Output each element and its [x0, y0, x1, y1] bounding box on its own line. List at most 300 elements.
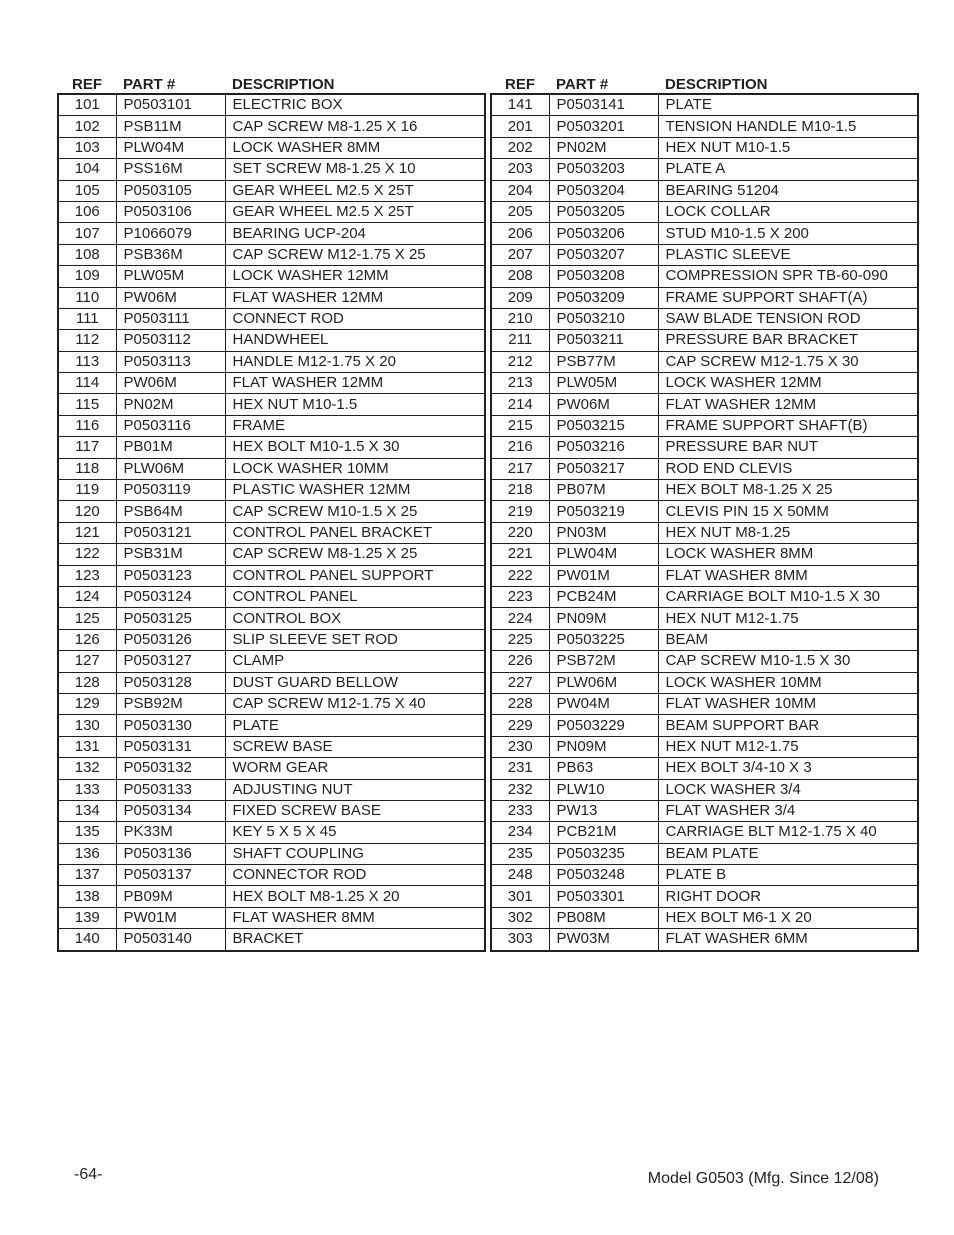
part-number-cell: PN09M [549, 608, 658, 629]
ref-cell: 108 [58, 244, 116, 265]
description-cell: PLASTIC SLEEVE [658, 244, 918, 265]
ref-cell: 235 [491, 843, 549, 864]
part-number-cell: PN09M [549, 736, 658, 757]
description-cell: STUD M10-1.5 X 200 [658, 223, 918, 244]
table-row [58, 373, 485, 394]
ref-cell: 225 [491, 629, 549, 650]
table-row [58, 394, 485, 415]
ref-cell: 234 [491, 822, 549, 843]
table-row [491, 715, 918, 736]
part-number-cell: PW06M [116, 373, 225, 394]
part-number-cell: PW01M [549, 565, 658, 586]
description-cell: HANDWHEEL [225, 330, 485, 351]
description-cell: HEX NUT M10-1.5 [658, 137, 918, 158]
table-row [58, 907, 485, 928]
table-row [58, 865, 485, 886]
part-number-cell: PSB92M [116, 693, 225, 714]
ref-cell: 123 [58, 565, 116, 586]
part-number-cell: P0503116 [116, 415, 225, 436]
table-row [491, 330, 918, 351]
description-cell: HEX NUT M12-1.75 [658, 608, 918, 629]
ref-cell: 220 [491, 522, 549, 543]
description-cell: HEX NUT M8-1.25 [658, 522, 918, 543]
part-number-cell: P0503106 [116, 201, 225, 222]
part-number-cell: P0503124 [116, 586, 225, 607]
ref-cell: 141 [491, 94, 549, 116]
ref-cell: 215 [491, 415, 549, 436]
description-cell: LOCK WASHER 12MM [658, 373, 918, 394]
description-cell: HANDLE M12-1.75 X 20 [225, 351, 485, 372]
table-row [491, 651, 918, 672]
table-row [491, 94, 918, 116]
description-cell: BEARING UCP-204 [225, 223, 485, 244]
part-number-cell: P0503137 [116, 865, 225, 886]
description-cell: CAP SCREW M10-1.5 X 30 [658, 651, 918, 672]
ref-cell: 126 [58, 629, 116, 650]
description-cell: PLATE A [658, 159, 918, 180]
description-cell: FRAME SUPPORT SHAFT(B) [658, 415, 918, 436]
ref-cell: 120 [58, 501, 116, 522]
ref-cell: 109 [58, 266, 116, 287]
ref-cell: 115 [58, 394, 116, 415]
ref-cell: 301 [491, 886, 549, 907]
table-row [58, 287, 485, 308]
description-cell: ROD END CLEVIS [658, 458, 918, 479]
ref-cell: 219 [491, 501, 549, 522]
ref-cell: 121 [58, 522, 116, 543]
table-row [491, 201, 918, 222]
description-cell: LOCK WASHER 8MM [658, 544, 918, 565]
table-row [58, 244, 485, 265]
part-number-cell: P0503207 [549, 244, 658, 265]
description-cell: CONTROL PANEL BRACKET [225, 522, 485, 543]
description-cell: PLASTIC WASHER 12MM [225, 480, 485, 501]
ref-cell: 127 [58, 651, 116, 672]
description-cell: PRESSURE BAR BRACKET [658, 330, 918, 351]
table-row [491, 586, 918, 607]
table-header-row [491, 73, 918, 94]
table-row [491, 736, 918, 757]
table-row [491, 629, 918, 650]
part-number-cell: P0503121 [116, 522, 225, 543]
ref-cell: 214 [491, 394, 549, 415]
description-cell: HEX NUT M10-1.5 [225, 394, 485, 415]
description-cell: CLEVIS PIN 15 X 50MM [658, 501, 918, 522]
description-cell: DUST GUARD BELLOW [225, 672, 485, 693]
ref-cell: 140 [58, 929, 116, 951]
ref-cell: 224 [491, 608, 549, 629]
ref-cell: 106 [58, 201, 116, 222]
part-number-cell: P0503127 [116, 651, 225, 672]
description-cell: TENSION HANDLE M10-1.5 [658, 116, 918, 137]
table-row [491, 415, 918, 436]
ref-cell: 227 [491, 672, 549, 693]
ref-cell: 111 [58, 308, 116, 329]
part-number-cell: PSB64M [116, 501, 225, 522]
part-number-cell: PW13 [549, 800, 658, 821]
ref-cell: 107 [58, 223, 116, 244]
ref-cell: 117 [58, 437, 116, 458]
table-row [491, 544, 918, 565]
ref-cell: 211 [491, 330, 549, 351]
table-row [58, 822, 485, 843]
description-cell: FLAT WASHER 8MM [225, 907, 485, 928]
part-number-cell: P0503101 [116, 94, 225, 116]
description-cell: SLIP SLEEVE SET ROD [225, 629, 485, 650]
part-number-cell: P0503205 [549, 201, 658, 222]
table-row [58, 886, 485, 907]
parts-table-left [57, 73, 486, 952]
table-row [58, 672, 485, 693]
ref-cell: 112 [58, 330, 116, 351]
description-cell: HEX BOLT M8-1.25 X 20 [225, 886, 485, 907]
description-cell: CONNECT ROD [225, 308, 485, 329]
description-header: DESCRIPTION [232, 76, 335, 93]
table-row [491, 373, 918, 394]
description-cell: LOCK WASHER 8MM [225, 137, 485, 158]
table-row [58, 586, 485, 607]
part-number-cell: PLW06M [116, 458, 225, 479]
part-header: PART # [556, 76, 609, 93]
description-cell: SET SCREW M8-1.25 X 10 [225, 159, 485, 180]
part-number-cell: PLW04M [116, 137, 225, 158]
part-number-cell: P0503131 [116, 736, 225, 757]
part-number-cell: P0503216 [549, 437, 658, 458]
part-number-cell: PSS16M [116, 159, 225, 180]
ref-cell: 131 [58, 736, 116, 757]
description-cell: CONTROL BOX [225, 608, 485, 629]
description-cell: SAW BLADE TENSION ROD [658, 308, 918, 329]
ref-cell: 138 [58, 886, 116, 907]
part-number-cell: P0503134 [116, 800, 225, 821]
ref-cell: 226 [491, 651, 549, 672]
table-row [58, 843, 485, 864]
table-row [58, 736, 485, 757]
ref-cell: 201 [491, 116, 549, 137]
ref-cell: 303 [491, 929, 549, 951]
part-number-cell: PLW05M [549, 373, 658, 394]
part-number-cell: P0503113 [116, 351, 225, 372]
description-cell: KEY 5 X 5 X 45 [225, 822, 485, 843]
part-number-cell: P0503209 [549, 287, 658, 308]
description-cell: PLATE [658, 94, 918, 116]
description-cell: BEAM [658, 629, 918, 650]
ref-cell: 232 [491, 779, 549, 800]
ref-cell: 205 [491, 201, 549, 222]
ref-cell: 137 [58, 865, 116, 886]
description-cell: FLAT WASHER 12MM [225, 373, 485, 394]
ref-cell: 230 [491, 736, 549, 757]
table-row [58, 415, 485, 436]
description-cell: CONTROL PANEL SUPPORT [225, 565, 485, 586]
part-number-cell: PSB11M [116, 116, 225, 137]
part-number-cell: P0503126 [116, 629, 225, 650]
ref-cell: 130 [58, 715, 116, 736]
table-row [58, 116, 485, 137]
part-number-cell: PN02M [116, 394, 225, 415]
part-number-cell: P0503112 [116, 330, 225, 351]
table-row [58, 629, 485, 650]
ref-cell: 110 [58, 287, 116, 308]
table-row [58, 608, 485, 629]
ref-cell: 118 [58, 458, 116, 479]
table-row [58, 565, 485, 586]
ref-cell: 105 [58, 180, 116, 201]
description-cell: ADJUSTING NUT [225, 779, 485, 800]
part-number-cell: PN02M [549, 137, 658, 158]
part-number-cell: P1066079 [116, 223, 225, 244]
ref-cell: 202 [491, 137, 549, 158]
description-cell: PRESSURE BAR NUT [658, 437, 918, 458]
ref-cell: 135 [58, 822, 116, 843]
description-cell: LOCK WASHER 12MM [225, 266, 485, 287]
part-number-cell: P0503130 [116, 715, 225, 736]
ref-cell: 104 [58, 159, 116, 180]
table-row [58, 94, 485, 116]
ref-cell: 133 [58, 779, 116, 800]
ref-cell: 113 [58, 351, 116, 372]
description-cell: COMPRESSION SPR TB-60-090 [658, 266, 918, 287]
description-cell: HEX NUT M12-1.75 [658, 736, 918, 757]
description-cell: CAP SCREW M12-1.75 X 30 [658, 351, 918, 372]
ref-cell: 217 [491, 458, 549, 479]
description-cell: FLAT WASHER 3/4 [658, 800, 918, 821]
part-number-cell: P0503301 [549, 886, 658, 907]
part-number-cell: P0503217 [549, 458, 658, 479]
description-cell: CAP SCREW M10-1.5 X 25 [225, 501, 485, 522]
part-number-cell: P0503128 [116, 672, 225, 693]
ref-cell: 212 [491, 351, 549, 372]
part-number-cell: PW06M [116, 287, 225, 308]
part-number-cell: P0503125 [116, 608, 225, 629]
ref-cell: 102 [58, 116, 116, 137]
table-row [491, 907, 918, 928]
part-number-cell: PW06M [549, 394, 658, 415]
table-row [58, 180, 485, 201]
ref-cell: 222 [491, 565, 549, 586]
table-row [58, 330, 485, 351]
part-number-cell: PW03M [549, 929, 658, 951]
description-cell: FLAT WASHER 10MM [658, 693, 918, 714]
table-row [58, 308, 485, 329]
part-number-cell: PK33M [116, 822, 225, 843]
ref-cell: 210 [491, 308, 549, 329]
table-row [58, 929, 485, 951]
part-number-cell: P0503248 [549, 865, 658, 886]
description-cell: CLAMP [225, 651, 485, 672]
part-number-cell: P0503105 [116, 180, 225, 201]
table-row [58, 715, 485, 736]
ref-cell: 233 [491, 800, 549, 821]
part-number-cell: PSB36M [116, 244, 225, 265]
table-row [491, 394, 918, 415]
ref-cell: 229 [491, 715, 549, 736]
part-number-cell: P0503235 [549, 843, 658, 864]
description-cell: ELECTRIC BOX [225, 94, 485, 116]
ref-cell: 248 [491, 865, 549, 886]
ref-cell: 116 [58, 415, 116, 436]
part-number-cell: P0503140 [116, 929, 225, 951]
part-number-cell: PB08M [549, 907, 658, 928]
description-cell: GEAR WHEEL M2.5 X 25T [225, 180, 485, 201]
table-row [58, 800, 485, 821]
part-number-cell: PW04M [549, 693, 658, 714]
table-row [491, 480, 918, 501]
description-cell: PLATE B [658, 865, 918, 886]
table-row [58, 137, 485, 158]
part-number-cell: PW01M [116, 907, 225, 928]
parts-list-left [58, 94, 485, 951]
description-cell: FLAT WASHER 8MM [658, 565, 918, 586]
description-cell: SHAFT COUPLING [225, 843, 485, 864]
ref-cell: 129 [58, 693, 116, 714]
ref-cell: 213 [491, 373, 549, 394]
table-row [58, 223, 485, 244]
table-row [491, 266, 918, 287]
ref-header: REF [72, 76, 102, 93]
table-row [58, 522, 485, 543]
table-row [491, 351, 918, 372]
table-row [58, 501, 485, 522]
description-cell: SCREW BASE [225, 736, 485, 757]
description-cell: FRAME [225, 415, 485, 436]
table-row [491, 565, 918, 586]
table-row [491, 137, 918, 158]
description-cell: BEARING 51204 [658, 180, 918, 201]
description-cell: CAP SCREW M12-1.75 X 25 [225, 244, 485, 265]
ref-cell: 203 [491, 159, 549, 180]
part-number-cell: P0503211 [549, 330, 658, 351]
ref-cell: 221 [491, 544, 549, 565]
part-number-cell: PLW04M [549, 544, 658, 565]
part-number-cell: P0503141 [549, 94, 658, 116]
table-row [491, 223, 918, 244]
table-row [491, 608, 918, 629]
description-cell: PLATE [225, 715, 485, 736]
part-number-cell: PB63 [549, 758, 658, 779]
description-cell: CAP SCREW M12-1.75 X 40 [225, 693, 485, 714]
table-row [491, 800, 918, 821]
ref-header: REF [505, 76, 535, 93]
description-cell: FIXED SCREW BASE [225, 800, 485, 821]
part-number-cell: P0503203 [549, 159, 658, 180]
part-number-cell: P0503119 [116, 480, 225, 501]
part-number-cell: P0503132 [116, 758, 225, 779]
part-number-cell: P0503215 [549, 415, 658, 436]
description-cell: CARRIAGE BLT M12-1.75 X 40 [658, 822, 918, 843]
part-number-cell: P0503229 [549, 715, 658, 736]
ref-cell: 134 [58, 800, 116, 821]
table-row [491, 244, 918, 265]
table-row [491, 180, 918, 201]
part-number-cell: P0503208 [549, 266, 658, 287]
table-row [491, 458, 918, 479]
table-row [58, 544, 485, 565]
part-number-cell: P0503133 [116, 779, 225, 800]
part-number-cell: PN03M [549, 522, 658, 543]
table-header-row [58, 73, 485, 94]
table-row [58, 651, 485, 672]
page-number: -64- [74, 1166, 103, 1183]
part-number-cell: PB09M [116, 886, 225, 907]
part-number-cell: P0503206 [549, 223, 658, 244]
part-number-cell: PCB24M [549, 586, 658, 607]
description-header: DESCRIPTION [665, 76, 768, 93]
ref-cell: 136 [58, 843, 116, 864]
description-cell: HEX BOLT M8-1.25 X 25 [658, 480, 918, 501]
part-number-cell: PSB31M [116, 544, 225, 565]
part-number-cell: P0503210 [549, 308, 658, 329]
description-cell: FRAME SUPPORT SHAFT(A) [658, 287, 918, 308]
ref-cell: 139 [58, 907, 116, 928]
description-cell: HEX BOLT M10-1.5 X 30 [225, 437, 485, 458]
ref-cell: 207 [491, 244, 549, 265]
description-cell: FLAT WASHER 12MM [658, 394, 918, 415]
part-header: PART # [123, 76, 176, 93]
table-row [58, 266, 485, 287]
ref-cell: 218 [491, 480, 549, 501]
table-row [491, 308, 918, 329]
table-row [58, 779, 485, 800]
description-cell: FLAT WASHER 12MM [225, 287, 485, 308]
table-row [491, 758, 918, 779]
description-cell: FLAT WASHER 6MM [658, 929, 918, 951]
description-cell: LOCK COLLAR [658, 201, 918, 222]
description-cell: LOCK WASHER 3/4 [658, 779, 918, 800]
model-label: Model G0503 (Mfg. Since 12/08) [647, 1170, 879, 1187]
ref-cell: 204 [491, 180, 549, 201]
ref-cell: 119 [58, 480, 116, 501]
part-number-cell: P0503225 [549, 629, 658, 650]
table-row [491, 287, 918, 308]
part-number-cell: PLW10 [549, 779, 658, 800]
part-number-cell: PB01M [116, 437, 225, 458]
table-row [491, 437, 918, 458]
description-cell: BEAM PLATE [658, 843, 918, 864]
description-cell: CARRIAGE BOLT M10-1.5 X 30 [658, 586, 918, 607]
ref-cell: 223 [491, 586, 549, 607]
description-cell: CAP SCREW M8-1.25 X 16 [225, 116, 485, 137]
table-row [491, 159, 918, 180]
description-cell: CONTROL PANEL [225, 586, 485, 607]
part-number-cell: P0503136 [116, 843, 225, 864]
ref-cell: 132 [58, 758, 116, 779]
table-row [491, 522, 918, 543]
part-number-cell: P0503111 [116, 308, 225, 329]
table-row [491, 116, 918, 137]
description-cell: GEAR WHEEL M2.5 X 25T [225, 201, 485, 222]
ref-cell: 103 [58, 137, 116, 158]
ref-cell: 101 [58, 94, 116, 116]
table-row [58, 458, 485, 479]
ref-cell: 208 [491, 266, 549, 287]
table-row [58, 758, 485, 779]
description-cell: BEAM SUPPORT BAR [658, 715, 918, 736]
ref-cell: 128 [58, 672, 116, 693]
table-row [491, 779, 918, 800]
table-row [491, 501, 918, 522]
table-row [491, 693, 918, 714]
ref-cell: 125 [58, 608, 116, 629]
ref-cell: 216 [491, 437, 549, 458]
table-row [58, 480, 485, 501]
part-number-cell: P0503123 [116, 565, 225, 586]
ref-cell: 231 [491, 758, 549, 779]
part-number-cell: PB07M [549, 480, 658, 501]
table-row [58, 351, 485, 372]
description-cell: CONNECTOR ROD [225, 865, 485, 886]
ref-cell: 228 [491, 693, 549, 714]
